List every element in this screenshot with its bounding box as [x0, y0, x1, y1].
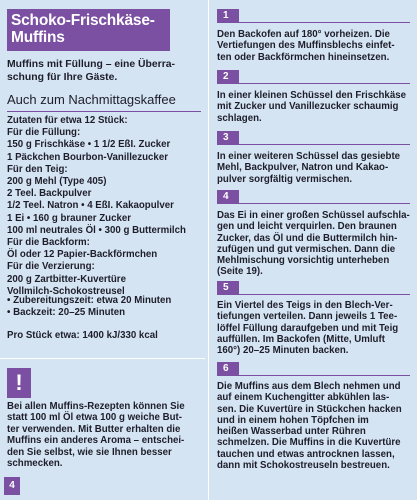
- tip-line: Muffins ein anderes Aroma – entschei-: [7, 435, 185, 447]
- recipe-title: [7, 9, 170, 51]
- step-rule: [239, 203, 410, 204]
- step-number-4: 4: [217, 190, 239, 204]
- step-line: heißen Wasserbad unter Rühren: [217, 426, 366, 438]
- tip-line: ter verwenden. Mit Butter erhalten die: [7, 423, 181, 435]
- step-text-1: [217, 29, 414, 63]
- step-line: ten oder Backförmchen hineinsetzen.: [217, 51, 390, 63]
- ingredient-line: Für die Backform:: [7, 237, 90, 249]
- step-line: schmelzen. Die Muffins in die Kuvertüre: [217, 437, 401, 449]
- step-line: mit Zucker und Vanillezucker schaumig: [217, 101, 399, 113]
- step-rule: [239, 375, 410, 376]
- subtitle-line: Muffins mit Füllung – eine Überra-: [7, 59, 175, 70]
- step-line: Vertiefungen des Muffinsblechs einfet-: [217, 40, 395, 52]
- ingredient-line: 200 g Zartbitter-Kuvertüre: [7, 273, 126, 285]
- step-line: Mehl, Backpulver, Natron und Kakao-: [217, 162, 389, 174]
- step-text-5: [217, 300, 414, 356]
- step-line: Ein Viertel des Teigs in den Blech-Ver-: [217, 300, 393, 311]
- prep-time: • Zubereitungszeit: etwa 20 Minuten: [7, 295, 172, 306]
- step-line: Die Muffins aus dem Blech nehmen und: [217, 381, 401, 392]
- tip-line: schmecken.: [7, 458, 63, 470]
- column-divider: [208, 0, 209, 500]
- ingredient-list: [7, 115, 207, 298]
- step-line: Den Backofen auf 180° vorheizen. Die: [217, 29, 390, 40]
- step-text-4: [217, 210, 414, 278]
- step-line: gen und leicht verquirlen. Den braunen: [217, 221, 397, 233]
- step-line: tiefungen verteilen. Dann jeweils 1 Tee-: [217, 311, 398, 323]
- step-number-2: 2: [217, 70, 239, 84]
- tip-line: Bei allen Muffins-Rezepten können Sie: [7, 401, 185, 412]
- exclamation-icon: !: [7, 368, 31, 398]
- step-line: sen. Die Kuvertüre in Stückchen hacken: [217, 403, 402, 415]
- ingredient-line: 100 ml neutrales Öl • 300 g Buttermilch: [7, 224, 186, 236]
- step-line: und in einem hohen Töpfchen im: [217, 414, 369, 426]
- step-text-6: [217, 381, 414, 471]
- ingredient-line: 200 g Mehl (Type 405): [7, 176, 107, 188]
- ingredient-line: 1/2 Teel. Natron • 4 EßI. Kakaopulver: [7, 200, 174, 212]
- step-rule: [239, 22, 410, 23]
- ingredient-line: Vollmilch-Schokostreusel: [7, 285, 125, 297]
- step-line: Das Ei in einer großen Schüssel aufschla-: [217, 210, 410, 221]
- page-number: 4: [4, 477, 20, 495]
- ingredient-line: Öl oder 12 Papier-Backförmchen: [7, 249, 158, 261]
- ingredient-line: 1 Ei • 160 g brauner Zucker: [7, 212, 131, 224]
- time-info: [7, 295, 207, 319]
- recipe-title-line-2: Muffins: [11, 29, 65, 46]
- step-number-1: 1: [217, 9, 239, 23]
- recipe-title-line-1: Schoko-Frischkäse-: [11, 12, 155, 29]
- step-line: auffüllen. Im Backofen (Mitte, Umluft: [217, 333, 385, 345]
- subtitle-line: schung für Ihre Gäste.: [7, 71, 118, 83]
- step-line: tauchen und etwas antrocknen lassen,: [217, 448, 395, 460]
- ingredient-line: 2 Teel. Backpulver: [7, 188, 92, 200]
- step-line: löffel Füllung daraufgeben und mit Teig: [217, 322, 399, 334]
- step-line: Mehlmischung vorsichtig unterheben: [217, 255, 390, 267]
- step-text-3: [217, 151, 414, 185]
- section-heading: Auch zum Nachmittagskaffee: [7, 92, 201, 112]
- step-line: schlagen.: [217, 112, 262, 124]
- tip-divider: [0, 358, 205, 359]
- recipe-subtitle: [7, 59, 197, 85]
- step-number-3: 3: [217, 131, 239, 145]
- tip-line: statt 100 ml Öl etwa 100 g weiche But-: [7, 412, 182, 424]
- nutrition-info: Pro Stück etwa: 1400 kJ/330 kcal: [7, 330, 158, 341]
- step-line: zufügen und gut vermischen. Dann die: [217, 243, 396, 255]
- step-line: (Seite 19).: [217, 266, 263, 278]
- step-line: 160°) 20–25 Minuten backen.: [217, 345, 349, 357]
- ingredient-line: Zutaten für etwa 12 Stück:: [7, 115, 128, 126]
- step-line: In einer kleinen Schüssel den Frischkäse: [217, 90, 406, 101]
- ingredient-line: 1 Päckchen Bourbon-Vanillezucker: [7, 151, 168, 163]
- step-number-6: 6: [217, 362, 239, 376]
- step-text-2: [217, 90, 414, 124]
- tip-line: den Sie selbst, wie sie Ihnen besser: [7, 446, 172, 458]
- step-rule: [239, 83, 410, 84]
- step-line: In einer weiteren Schüssel das gesiebte: [217, 151, 401, 162]
- step-line: pulver sorgfältig vermischen.: [217, 173, 353, 185]
- ingredient-line: Für die Verzierung:: [7, 261, 95, 273]
- step-line: auf einem Kuchengitter abkühlen las-: [217, 392, 390, 404]
- bake-time: • Backzeit: 20–25 Minuten: [7, 307, 126, 319]
- step-rule: [239, 144, 410, 145]
- ingredient-line: Für den Teig:: [7, 163, 68, 175]
- step-line: Zucker, das Öl und die Buttermilch hin-: [217, 232, 398, 244]
- ingredient-line: 150 g Frischkäse • 1 1/2 EßI. Zucker: [7, 139, 171, 151]
- step-line: dann mit Schokostreuseln bestreuen.: [217, 460, 390, 472]
- ingredient-line: Für die Füllung:: [7, 127, 81, 139]
- step-rule: [239, 294, 410, 295]
- tip-text: [7, 401, 207, 469]
- step-number-5: 5: [217, 281, 239, 295]
